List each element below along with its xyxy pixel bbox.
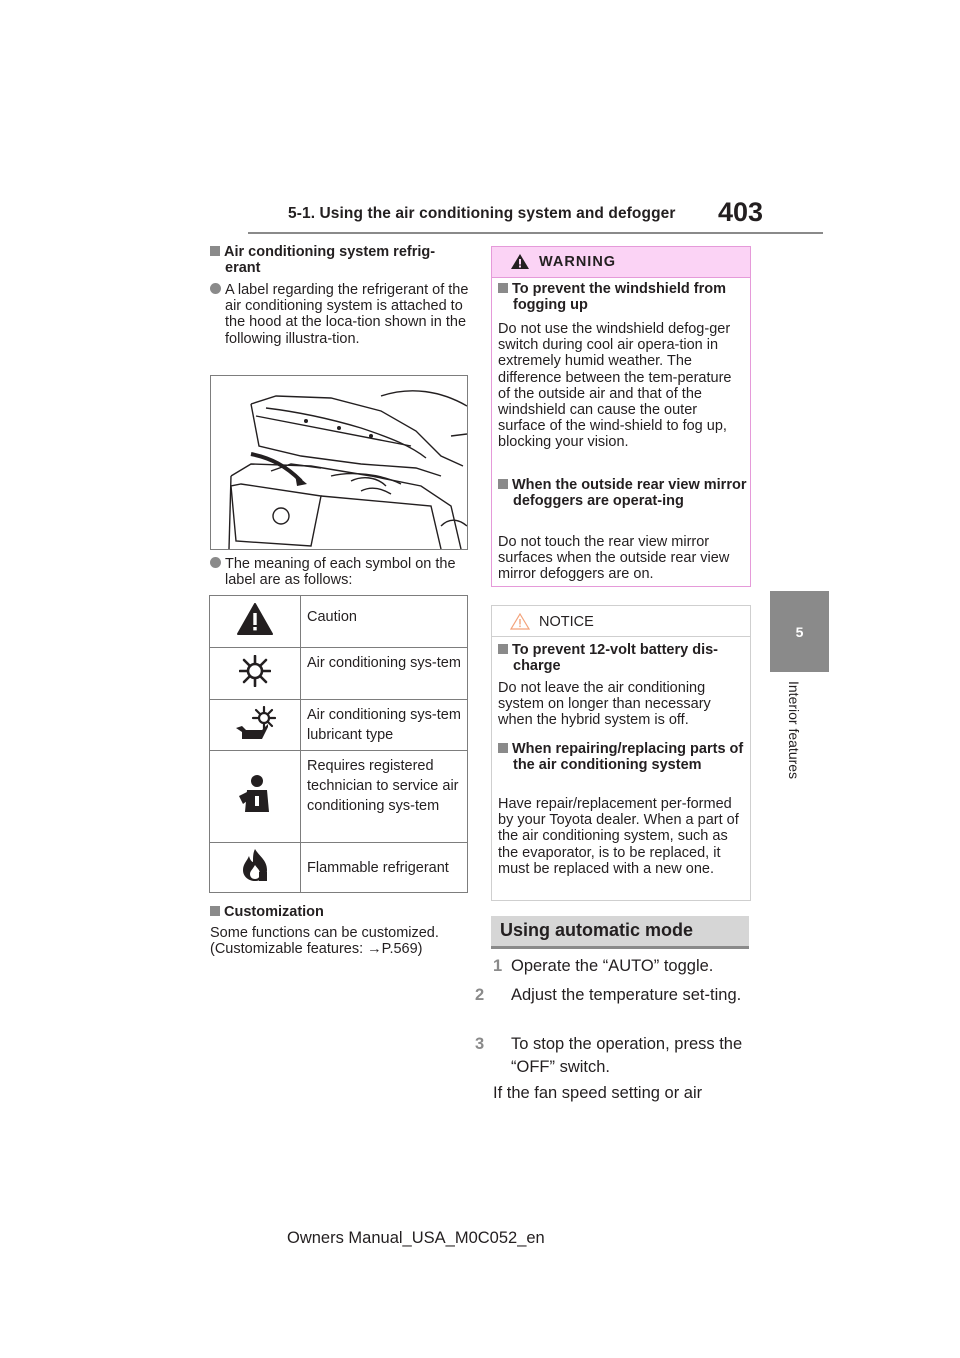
symbol-text: Air conditioning sys-tem lubricant type (301, 700, 468, 751)
notice-heading-2: When repairing/replacing parts of the air conditioning system (498, 741, 759, 773)
warning-title: WARNING (539, 254, 617, 270)
flame-icon (210, 843, 301, 893)
label-bullet: A label regarding the refrigerant of the air conditioning system is attached to the hood at the loca-tion shown in the following illustra-tion. (210, 282, 483, 347)
notice-header (492, 606, 750, 637)
chapter-number: 5 (795, 623, 804, 640)
arrow-ref-icon: → (367, 941, 382, 958)
section-title: 5-1. Using the air conditioning system and defogger (288, 205, 676, 222)
meaning-bullet: The meaning of each symbol on the label are as follows: (210, 556, 483, 588)
symbol-row (210, 648, 468, 700)
chapter-tab (770, 591, 829, 672)
square-bullet-icon (210, 906, 220, 916)
warning-heading-2: When the outside rear view mirror defoggers are operat-ing (498, 477, 759, 509)
symbol-text: Requires registered technician to service air conditioning sys-tem (301, 751, 468, 843)
step-3: 3 To stop the operation, press the “OFF” switch. (475, 1035, 743, 1076)
page-number: 403 (718, 197, 764, 227)
symbol-text: Caution (301, 596, 468, 648)
notice-triangle-icon (510, 613, 530, 630)
header-rule (248, 232, 823, 234)
notice-heading-1: To prevent 12-volt battery dis-charge (498, 642, 759, 674)
chapter-title: Interior features (786, 681, 802, 780)
warning-paragraph-1: Do not use the windshield defog-ger switch during cool air opera-tion in extremely humid weather. The difference between the tem-perature of the outside air and that of the windshield can cause the outer surface of the wind-shield to fog up, blocking your vision. (498, 321, 732, 451)
warning-paragraph-2: Do not touch the rear view mirror surfaces when the outside rear view mirror defoggers are on. (498, 534, 730, 583)
warning-triangle-icon (510, 253, 530, 270)
warning-box (491, 246, 751, 587)
warning-triangle-icon (210, 596, 301, 648)
snowflake-icon (210, 648, 301, 700)
refrigerant-heading: Air conditioning system refrig- erant (210, 244, 470, 276)
symbol-row (210, 700, 468, 751)
symbol-row (210, 751, 468, 843)
notice-box (491, 605, 751, 901)
technician-icon (210, 751, 301, 843)
customization-page-link[interactable]: P.569) (381, 941, 423, 958)
symbol-text: Air conditioning sys-tem (301, 648, 468, 700)
oil-can-snowflake-icon (210, 700, 301, 751)
square-bullet-icon (210, 246, 220, 256)
round-bullet-icon (210, 283, 221, 294)
warning-header (492, 247, 750, 278)
notice-title: NOTICE (539, 614, 594, 630)
auto-mode-heading: Using automatic mode (491, 916, 749, 949)
customization-text: Some functions can be customized. (Customizable features: →P.569) (210, 925, 439, 958)
chapter-side-label (786, 681, 806, 801)
square-bullet-icon (498, 644, 508, 654)
notice-paragraph-1: Do not leave the air conditioning system on longer than necessary when the hybrid system is off. (498, 680, 711, 729)
round-bullet-icon (210, 557, 221, 568)
step-2: 2 Adjust the temperature set-ting. (475, 986, 742, 1004)
symbol-row (210, 596, 468, 648)
footer: Owners Manual_USA_M0C052_en (287, 1229, 545, 1247)
square-bullet-icon (498, 743, 508, 753)
square-bullet-icon (498, 479, 508, 489)
trailing-text: If the fan speed setting or air (493, 1084, 703, 1102)
square-bullet-icon (498, 283, 508, 293)
warning-heading-1: To prevent the windshield from fogging up (498, 281, 759, 313)
symbol-row (210, 843, 468, 893)
symbol-table (209, 595, 468, 893)
customization-heading: Customization (210, 904, 324, 920)
symbol-text: Flammable refrigerant (301, 843, 468, 893)
notice-paragraph-2: Have repair/replacement per-formed by your Toyota dealer. When a part of the air conditioning system, such as the evaporator, is to be replaced, it must be replaced with a new one. (498, 796, 739, 877)
hood-illustration (210, 375, 468, 550)
step-1: 1 Operate the “AUTO” toggle. (493, 957, 714, 975)
car-hood-open-illustration (211, 376, 467, 549)
